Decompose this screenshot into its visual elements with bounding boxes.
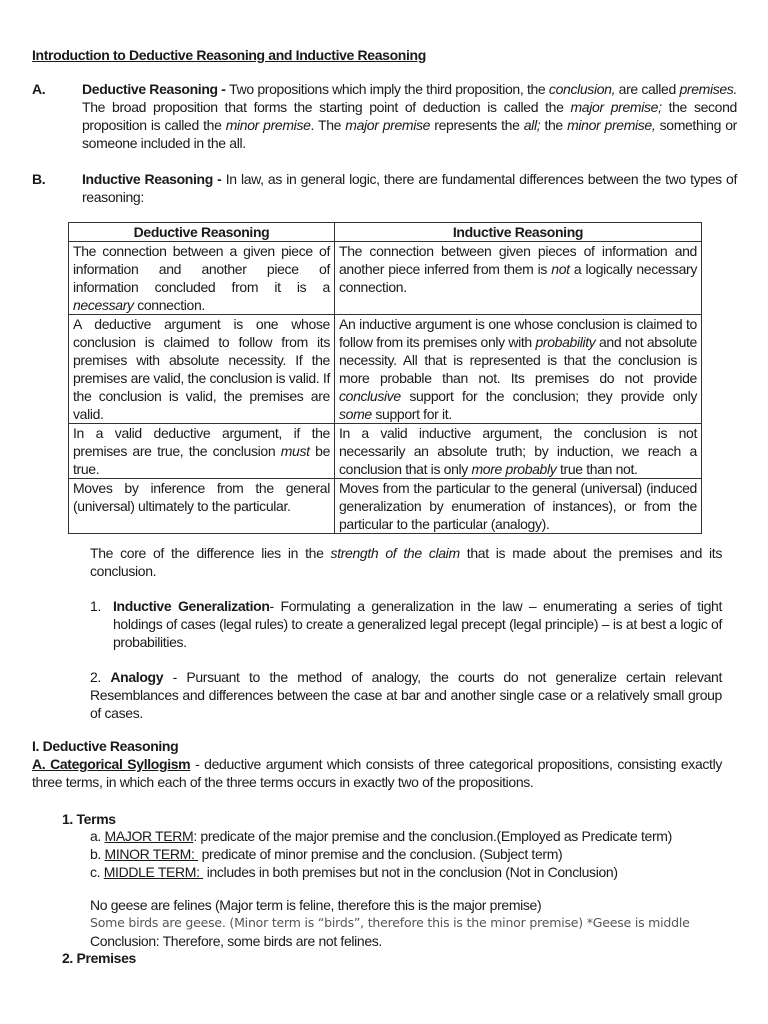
term-prefix: b.	[90, 846, 105, 862]
deductive-cell	[69, 424, 335, 479]
term-rest: : predicate of the major premise and the conclusion.(Employed as Predicate term)	[193, 828, 672, 844]
deductive-cell	[69, 315, 335, 424]
section-a-text	[82, 80, 737, 152]
text-run: In a valid inductive argument, the conclusion is not necessarily an absolute truth; by induction, we reach a conclusion that is only	[339, 425, 697, 477]
term-term: MIDDLE TERM:	[103, 864, 204, 880]
text-run: 2.	[90, 669, 111, 685]
header-inductive: Inductive Reasoning	[335, 223, 702, 242]
inductive-cell	[335, 242, 702, 315]
text-run: Analogy	[110, 669, 164, 685]
text-run: major premise;	[570, 99, 662, 115]
text-run: major premise	[345, 117, 431, 133]
header-deductive: Deductive Reasoning	[69, 223, 335, 242]
deductive-cell	[69, 242, 335, 315]
text-run: Moves by inference from the general (universal) ultimately to the particular.	[73, 480, 330, 514]
term-item	[90, 863, 730, 881]
terms-list	[90, 827, 730, 881]
text-run: Moves from the particular to the general (universal) (induced generalization by enumeration of instances), or from the particular to the particular (analogy).	[339, 480, 697, 532]
text-run: support for the conclusion; they provide only	[400, 388, 697, 404]
text-run: - Pursuant to the method of analogy, the courts do not generalize certain relevant Resemblances and differences between the case at bar and another single case or a relatively small group of cases.	[90, 669, 723, 721]
section-b-marker: B.	[32, 171, 46, 187]
section-b	[32, 170, 737, 206]
text-run: An inductive argument is one whose conclusion is claimed to follow from its premises only with	[339, 316, 697, 350]
example-syllogism	[90, 896, 740, 950]
text-run: - Formulating a generalization in the law – enumerating a series of tight holdings of cases (legal rules) to create a generalized legal precept (legal principle) – is at best a logic of probabilities.	[113, 598, 722, 650]
item1-marker: 1.	[90, 598, 101, 614]
inductive-cell	[335, 424, 702, 479]
text-run: and not absolute necessity. All that is represented is that the conclusion is more probable than not. Its premises do not provide	[339, 334, 697, 386]
text-run: A. Categorical Syllogism	[32, 756, 191, 772]
term-prefix: c.	[90, 864, 104, 880]
text-run: minor premise,	[567, 117, 656, 133]
text-run: . The	[310, 117, 346, 133]
table-row	[69, 424, 702, 479]
text-run: connection.	[133, 297, 205, 313]
item1-text	[113, 597, 722, 651]
list-item-analogy	[90, 668, 722, 722]
example-major-premise: No geese are felines (Major term is feline, therefore this is the major premise)	[90, 897, 542, 913]
text-run: The connection between a given piece of information and another piece of information concluded from it is a	[73, 243, 330, 295]
term-rest: predicate of minor premise and the conclusion. (Subject term)	[198, 846, 563, 862]
example-conclusion: Conclusion: Therefore, some birds are not felines.	[90, 933, 382, 949]
term-prefix: a.	[90, 828, 105, 844]
text-run: Deductive Reasoning -	[82, 81, 230, 97]
text-run: The broad proposition that forms the starting point of deduction is called the	[82, 99, 571, 115]
text-run: conclusion,	[548, 81, 616, 97]
text-run: be true.	[73, 443, 331, 477]
term-term: MINOR TERM:	[104, 846, 199, 862]
text-run: more probably	[471, 461, 557, 477]
term-rest: includes in both premises but not in the conclusion (Not in Conclusion)	[203, 864, 618, 880]
text-run: some	[339, 406, 372, 422]
text-run: probability	[535, 334, 596, 350]
part1-heading: I. Deductive Reasoning	[32, 738, 179, 754]
term-item	[90, 845, 730, 863]
document-title: Introduction to Deductive Reasoning and Inductive Reasoning	[32, 47, 426, 63]
premises-heading: 2. Premises	[62, 950, 136, 966]
text-run: not	[551, 261, 570, 277]
text-run: The core of the difference lies in the	[90, 545, 331, 561]
text-run: In a valid deductive argument, if the premises are true, the conclusion	[73, 425, 330, 459]
text-run: Inductive Generalization	[113, 598, 270, 614]
section-b-text	[82, 170, 737, 206]
inductive-cell	[335, 479, 702, 534]
text-run: premises.	[679, 81, 737, 97]
text-run: the second proposition is called the	[82, 99, 737, 133]
text-run: A deductive argument is one whose conclusion is claimed to follow from its premises with absolute necessity. If the premises are valid, the conclusion is valid. If the conclusion is valid, the premises are valid.	[73, 316, 330, 422]
text-run: must	[280, 443, 310, 459]
text-run: minor premise	[225, 117, 311, 133]
table-row	[69, 315, 702, 424]
text-run: The connection between given pieces of information and another piece inferred from them is	[339, 243, 697, 277]
comparison-table	[68, 222, 702, 534]
section-a	[32, 80, 737, 152]
example-minor-premise: Some birds are geese. (Minor term is “birds”, therefore this is the minor premise) *Geese is middle	[90, 915, 690, 930]
text-run: - deductive argument which consists of three categorical propositions, consisting exactly three terms, in which each of the three terms occurs in exactly two of the propositions.	[32, 756, 722, 790]
text-run: that is made about the premises and its conclusion.	[90, 545, 722, 579]
text-run: all;	[523, 117, 541, 133]
text-run: Two propositions which imply the third proposition, the	[229, 81, 549, 97]
text-run: support for it.	[371, 406, 452, 422]
inductive-cell	[335, 315, 702, 424]
section-a-marker: A.	[32, 81, 46, 97]
text-run: a logically necessary connection.	[339, 261, 697, 295]
core-difference-paragraph	[90, 544, 722, 580]
table-row	[69, 242, 702, 315]
term-term: MAJOR TERM	[104, 828, 194, 844]
list-item-inductive-generalization	[90, 597, 722, 651]
text-run: conclusive	[339, 388, 401, 404]
text-run: represents the	[430, 117, 524, 133]
text-run: Inductive Reasoning -	[82, 171, 226, 187]
table-row	[69, 479, 702, 534]
text-run: In law, as in general logic, there are fundamental differences between the two types of reasoning:	[82, 171, 738, 205]
terms-heading: 1. Terms	[62, 811, 116, 827]
text-run: something or someone included in the all.	[82, 117, 737, 151]
text-run: necessary	[73, 297, 134, 313]
term-item	[90, 827, 730, 845]
deductive-cell	[69, 479, 335, 534]
categorical-syllogism-paragraph	[32, 755, 722, 791]
text-run: true than not.	[556, 461, 638, 477]
text-run: strength of the claim	[330, 545, 460, 561]
text-run: are called	[615, 81, 680, 97]
text-run: the	[540, 117, 568, 133]
